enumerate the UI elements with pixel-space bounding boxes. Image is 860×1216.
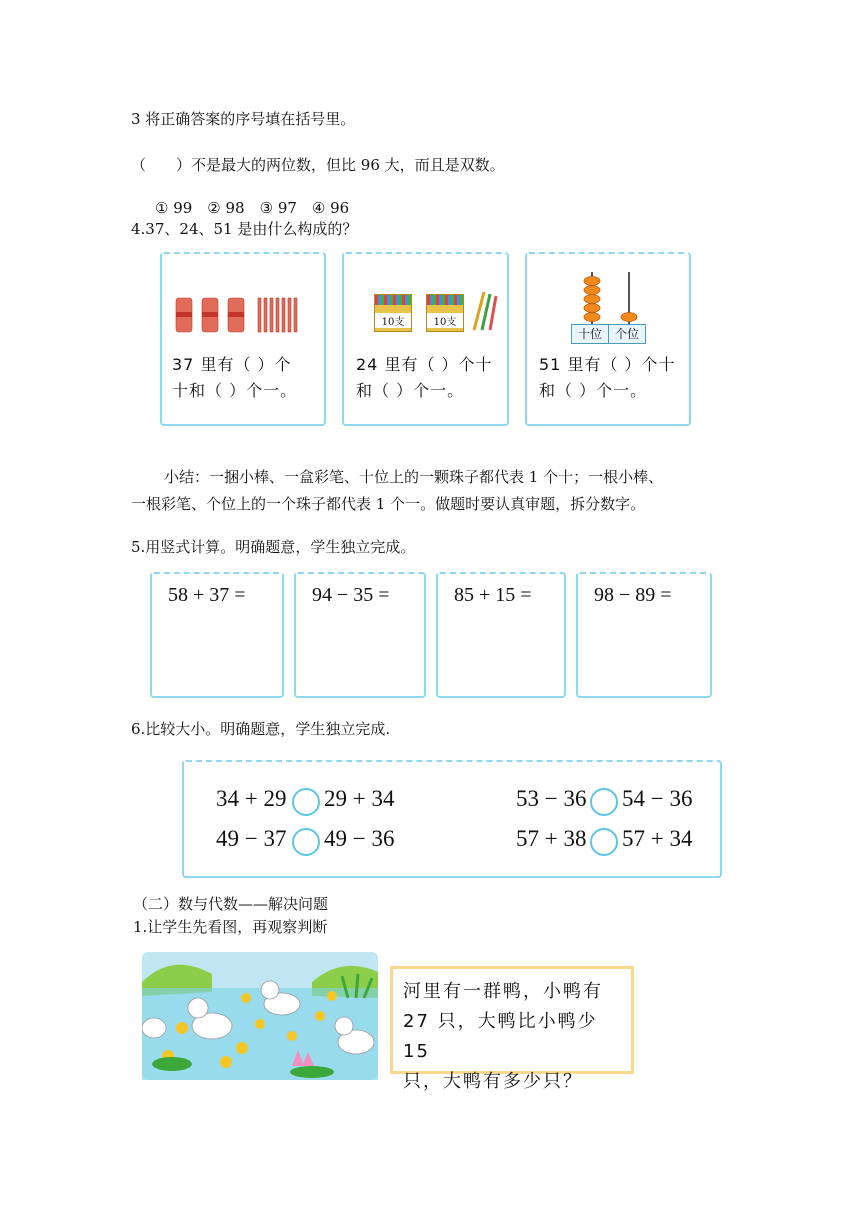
abacus-ones-label: 个位 (608, 324, 646, 344)
calc-expr-3: 85 + 15 = (454, 584, 532, 606)
calc-expr-4: 98 − 89 = (594, 584, 672, 606)
duck-question-text: 河里有一群鸭，小鸭有 27 只，大鸭比小鸭少 15 只，大鸭有多少只？ (403, 981, 603, 1092)
compare-left-4: 57 + 38 (516, 826, 587, 851)
pen-box-2: 10支 (426, 294, 464, 332)
calc-expr-1: 58 + 37 = (168, 584, 246, 606)
compare-circle-4[interactable] (590, 828, 618, 856)
compare-circle-1[interactable] (292, 788, 320, 816)
card-37 (160, 252, 326, 426)
compare-circle-3[interactable] (292, 828, 320, 856)
compare-left-2: 53 − 36 (516, 786, 587, 811)
compare-left-1: 34 + 29 (216, 786, 287, 811)
section3-options: ① 99 ② 98 ③ 97 ④ 96 (155, 199, 350, 217)
compare-circle-2[interactable] (590, 788, 618, 816)
card-37-text: 37 里有（ ）个 十和（ ）个一。 (172, 355, 298, 400)
calc-expr-2: 94 − 35 = (312, 584, 390, 606)
card-51 (525, 252, 691, 426)
part2-item1: 1.让学生先看图，再观察判断 (133, 918, 328, 936)
bundled-sticks-image (170, 294, 320, 338)
loose-pens-image (470, 288, 500, 332)
card-51-text: 51 里有（ ）个十 和（ ）个一。 (539, 355, 676, 400)
ducks-river-image (142, 952, 378, 1080)
part2-heading: （二）数与代数——解决问题 (133, 895, 329, 913)
section5-title: 5.用竖式计算。明确题意，学生独立完成。 (131, 538, 416, 556)
section3-question: （ ）不是最大的两位数，但比 96 大，而且是双数。 (131, 156, 505, 174)
calc-card-1 (150, 572, 284, 698)
card-24 (342, 252, 509, 426)
calc-card-2 (294, 572, 426, 698)
summary-line-2: 一根彩笔、个位上的一个珠子都代表 1 个一。做题时要认真审题，拆分数字。 (131, 495, 646, 513)
section6-title: 6.比较大小。明确题意，学生独立完成. (131, 720, 391, 738)
compare-right-4: 57 + 34 (622, 826, 693, 851)
section4-title: 4.37、24、51 是由什么构成的？ (131, 220, 358, 238)
pen-box-1: 10支 (374, 294, 412, 332)
calc-card-3 (436, 572, 566, 698)
abacus-tens-label: 十位 (571, 324, 609, 344)
compare-right-2: 54 − 36 (622, 786, 693, 811)
compare-left-3: 49 − 37 (216, 826, 287, 851)
compare-right-1: 29 + 34 (324, 786, 395, 811)
duck-question-card (390, 966, 634, 1092)
summary-line-1: 小结：一捆小棒、一盒彩笔、十位上的一颗珠子都代表 1 个十；一根小棒、 (164, 468, 664, 486)
compare-card (182, 760, 722, 878)
section3-title: 3 将正确答案的序号填在括号里。 (131, 110, 356, 128)
compare-right-3: 49 − 36 (324, 826, 395, 851)
card-24-text: 24 里有（ ）个十 和（ ）个一。 (356, 355, 493, 400)
calc-card-4 (576, 572, 712, 698)
